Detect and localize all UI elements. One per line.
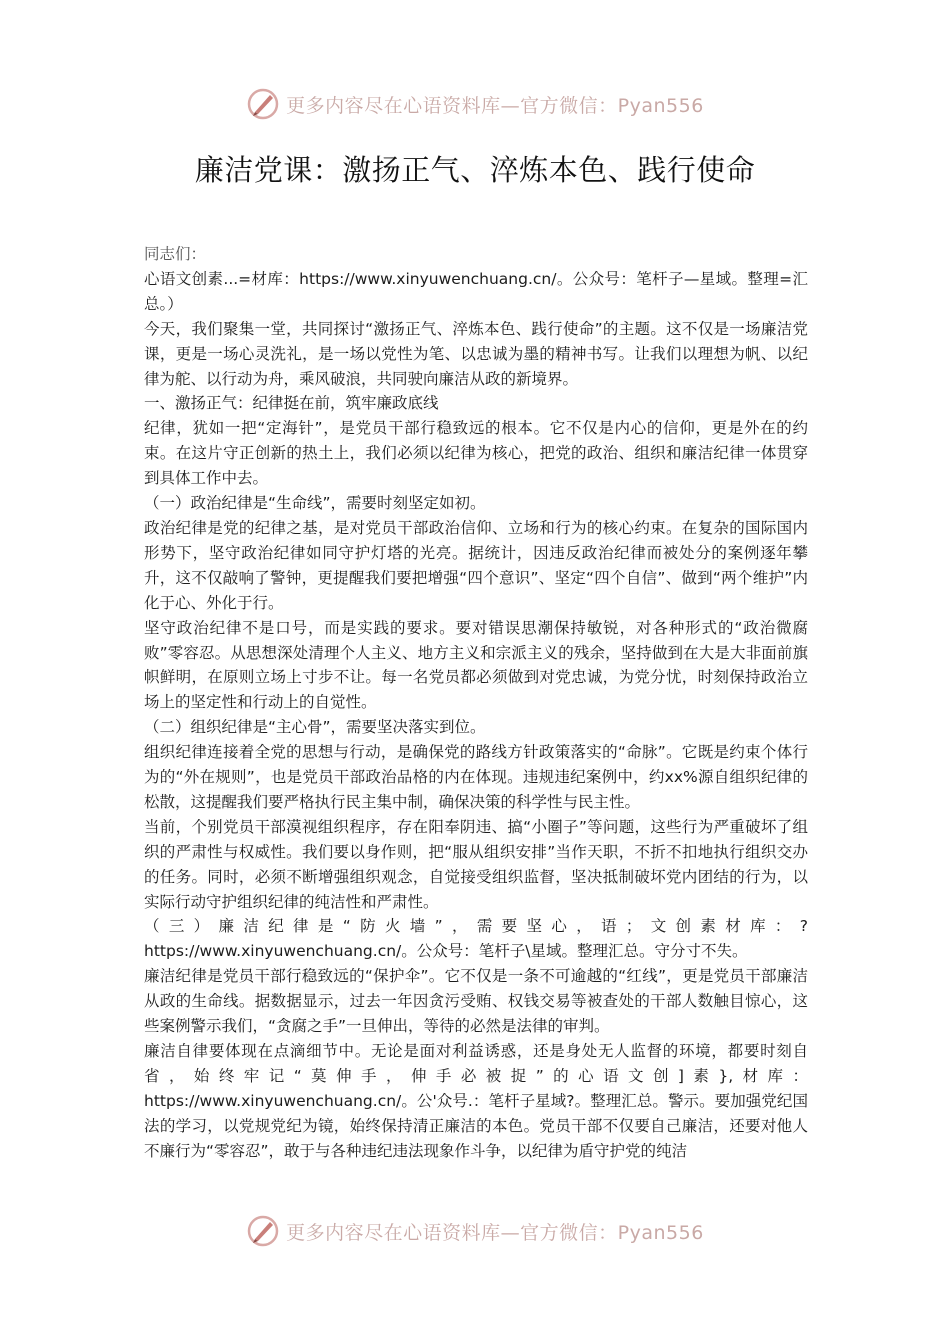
paragraph: 政治纪律是党的纪律之基，是对党员干部政治信仰、立场和行为的核心约束。在复杂的国际国内形势下，坚守政治纪律如同守护灯塔的光亮。据统计，因违反政治纪律而被处分的案例逐年攀升，这不仅敲响了警钟，更提醒我们要把增强“四个意识”、坚定“四个自信”、做到“两个维护”内化于心、外化于行。 [144, 518, 808, 612]
subsection-heading: （三）廉洁纪律是“防火墙”，需要坚心，语；文创素材库：?https://www.xinyuwenchuang.cn/。公众号：笔杆子\星域。整理汇总。守分寸不失。 [144, 917, 808, 961]
banner-account: Pyan556 [617, 1221, 704, 1244]
page-title: 廉洁党课：激扬正气、淬炼本色、践行使命 [194, 153, 756, 187]
subsection-heading: （二）组织纪律是“主心骨”，需要坚决落实到位。 [144, 718, 486, 737]
paragraph: 纪律，犹如一把“定海针”，是党员干部行稳致远的根本。它不仅是内心的信仰，更是外在的约束。在这片守正创新的热土上，我们必须以纪律为核心，把党的政治、组织和廉洁纪律一体贯穿到具体工作中去。 [144, 419, 808, 488]
header-banner [0, 82, 950, 126]
pen-logo-icon [246, 1214, 280, 1248]
paragraph: 廉洁自律要体现在点滴细节中。无论是面对利益诱惑，还是身处无人监督的环境，都要时刻自省，始终牢记“莫伸手，伸手必被捉”的心语文创]素},材库：https://www.xinyuwenchuang.cn/。公'众号.：笔杆子星域?。整理汇总。警示。要加强党纪国法的学习，以党规党纪为镜，始终保持清正廉洁的本色。党员干部不仅要自己廉洁，还要对他人不廉行为“零容忍”，敢于与各种违纪违法现象作斗争，以纪律为盾守护党的纯洁 [144, 1042, 808, 1160]
paragraph: 今天，我们聚集一堂，共同探讨“激扬正气、淬炼本色、践行使命”的主题。这不仅是一场廉洁党课，更是一场心灵洗礼，是一场以党性为笔、以忠诚为墨的精神书写。让我们以理想为帆、以纪律为舵、以行动为舟，乘风破浪，共同驶向廉洁从政的新境界。 [144, 319, 808, 388]
banner-account: Pyan556 [617, 94, 704, 117]
paragraph: 坚守政治纪律不是口号，而是实践的要求。要对错误思潮保持敏锐，对各种形式的“政治微腐败”零容忍。从思想深处清理个人主义、地方主义和宗派主义的残余，坚持做到在大是大非面前旗帜鲜明，在原则立场上寸步不让。每一名党员都必须做到对党忠诚，为党分忧，时刻保持政治立场上的坚定性和行动上的自觉性。 [144, 618, 808, 712]
banner-text: 更多内容尽在心语资料库—官方微信：Pyan556 [286, 1221, 704, 1244]
paragraph: 同志们： [144, 245, 207, 263]
pen-logo-icon [246, 87, 280, 121]
footer-banner [0, 1209, 950, 1253]
paragraph: 心语文创素...=材库：https://www.xinyuwenchuang.cn/。公众号：笔杆子—星域。整理=汇总。） [144, 269, 808, 313]
paragraph: 组织纪律连接着全党的思想与行动，是确保党的路线方针政策落实的“命脉”。它既是约束个体行为的“外在规则”，也是党员干部政治品格的内在体现。违规违纪案例中，约xx%源自组织纪律的松散，这提醒我们要严格执行民主集中制，确保决策的科学性与民主性。 [144, 743, 808, 811]
paragraph: 廉洁纪律是党员干部行稳致远的“保护伞”。它不仅是一条不可逾越的“红线”，更是党员干部廉洁从政的生命线。据数据显示，过去一年因贪污受贿、权钱交易等被查处的干部人数触目惊心，这些案例警示我们，“贪腐之手”一旦伸出，等待的必然是法律的审判。 [144, 967, 808, 1036]
banner-text: 更多内容尽在心语资料库—官方微信：Pyan556 [286, 94, 704, 117]
section-heading: 一、激扬正气：纪律挺在前，筑牢廉政底线 [144, 394, 439, 413]
paragraph: 当前，个别党员干部漠视组织程序，存在阳奉阴违、搞“小圈子”等问题，这些行为严重破坏了组织的严肃性与权威性。我们要以身作则，把“服从组织安排”当作天职，不折不扣地执行组织交办的任务。同时，必须不断增强组织观念，自觉接受组织监督，坚决抵制破坏党内团结的行为，以实际行动守护组织纪律的纯洁性和严肃性。 [144, 817, 808, 911]
document-body [144, 242, 808, 1164]
subsection-heading: （一）政治纪律是“生命线”，需要时刻坚定如初。 [144, 494, 486, 513]
